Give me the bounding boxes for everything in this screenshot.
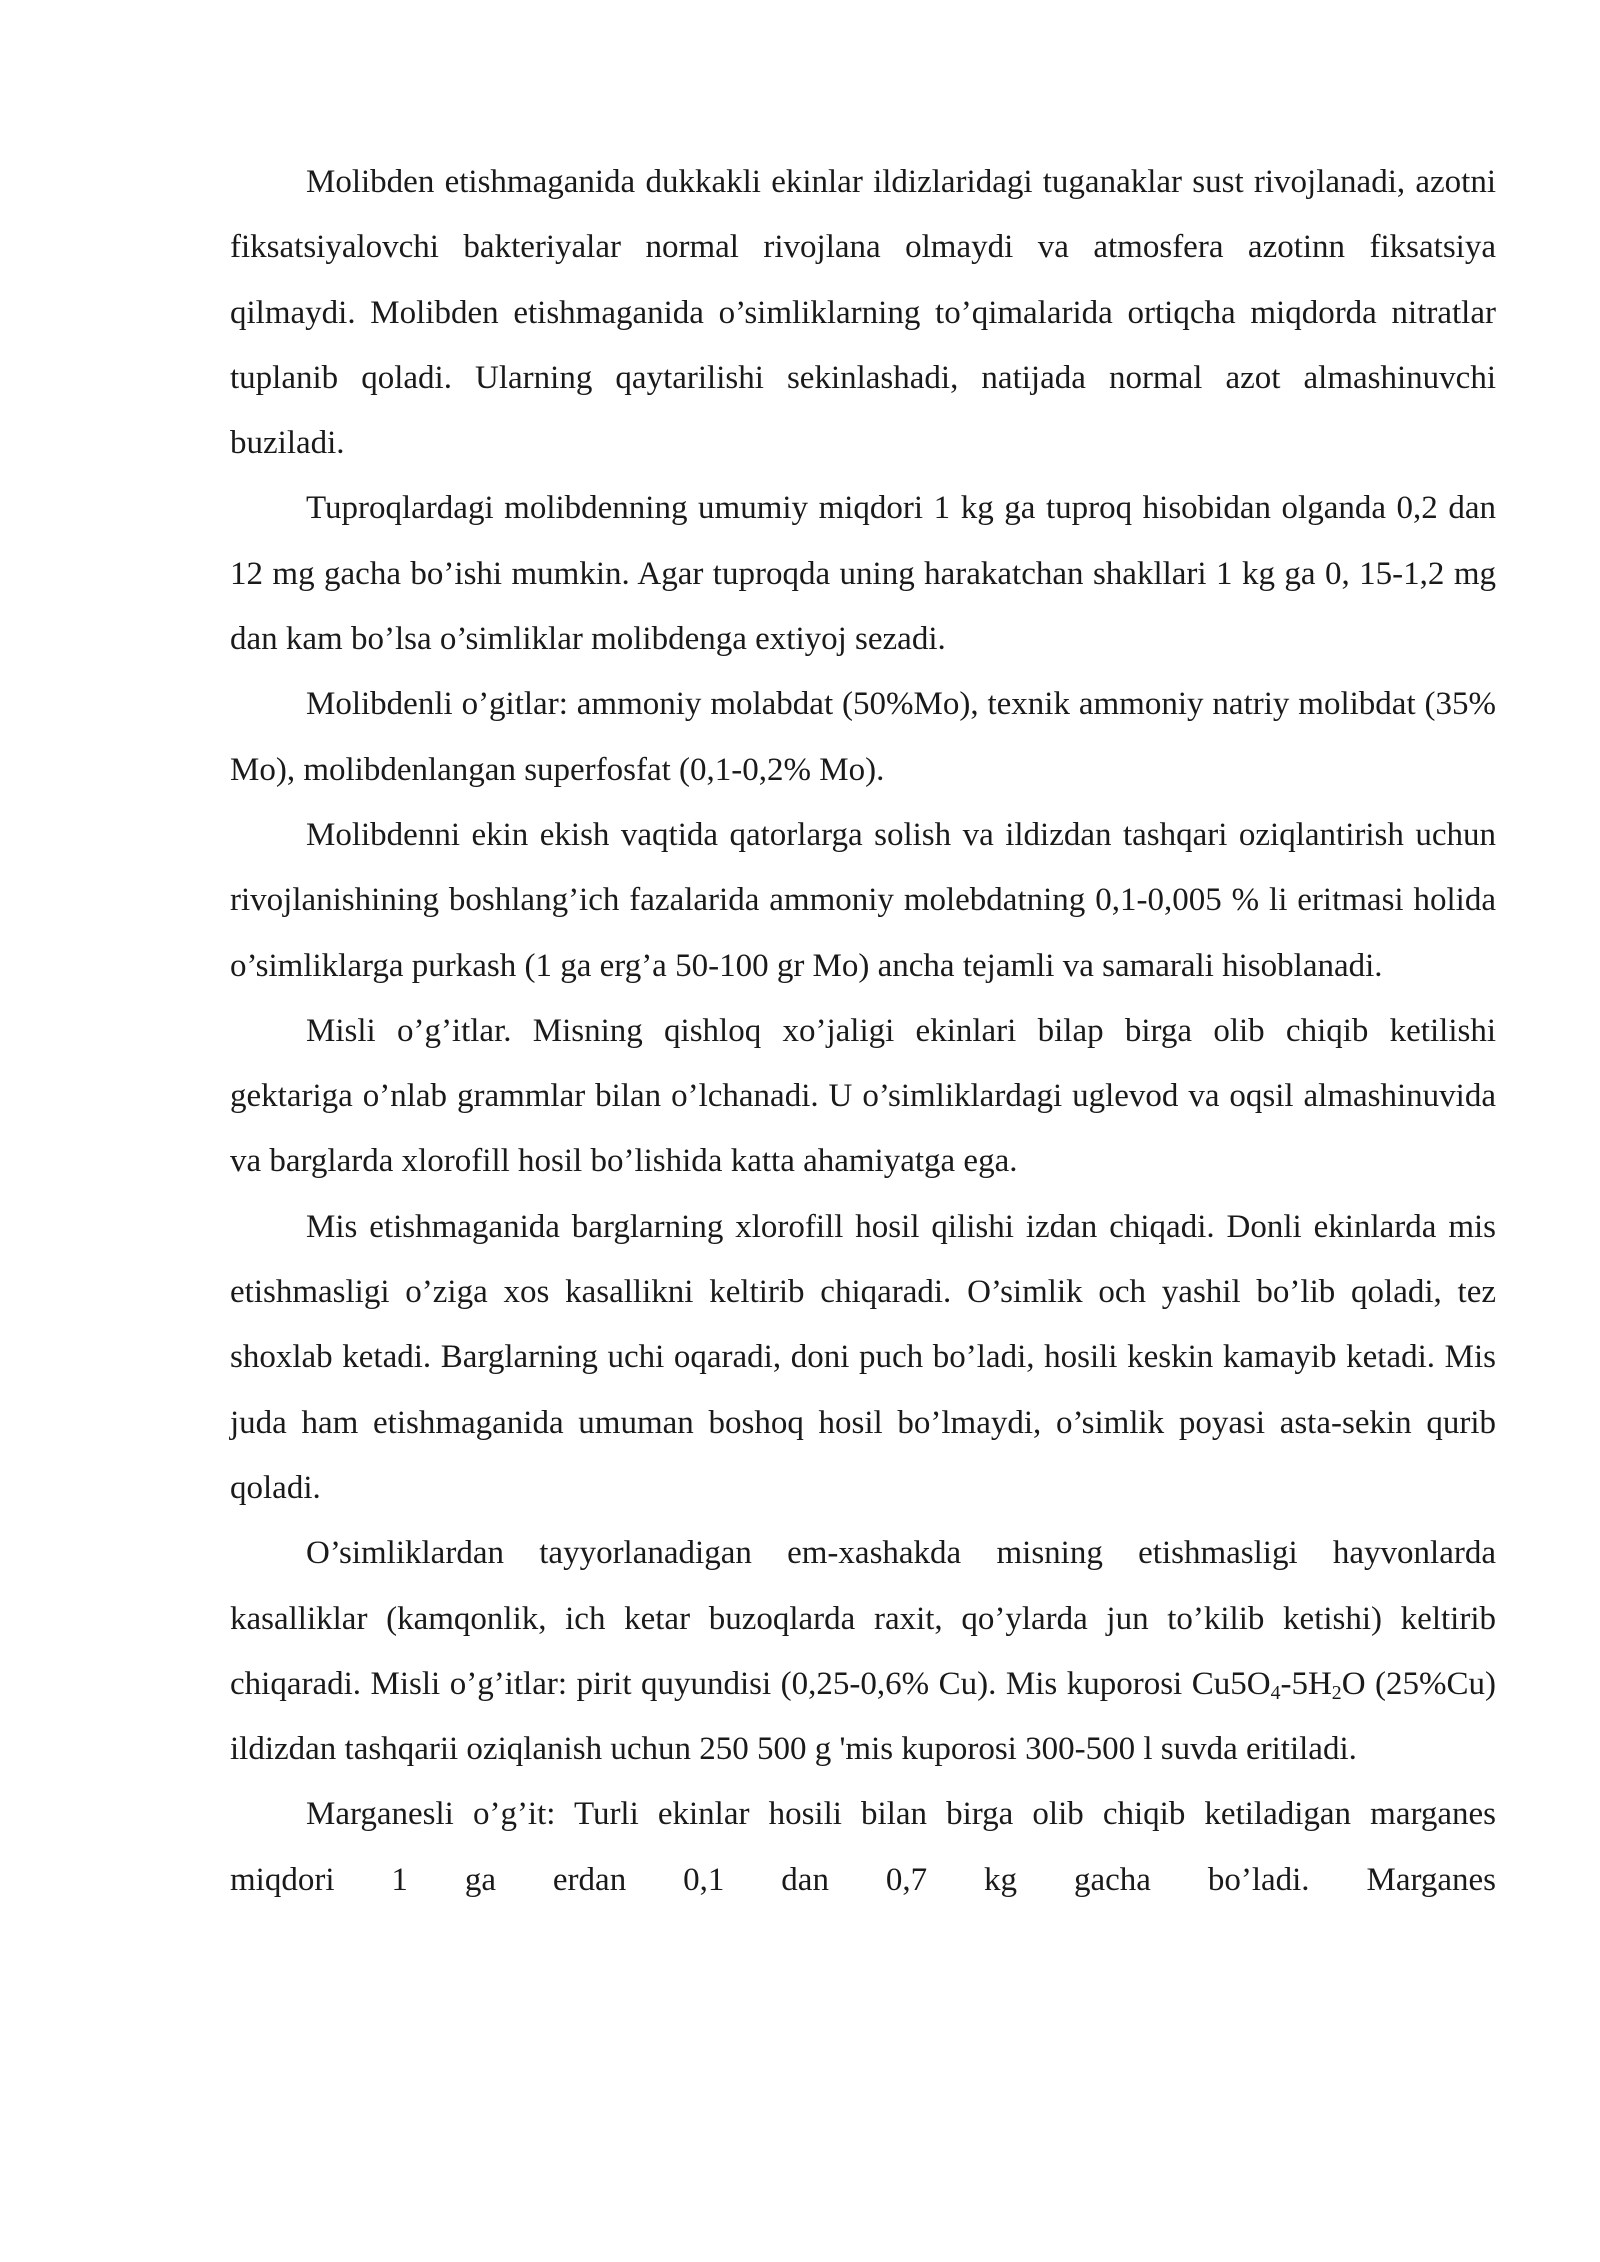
paragraph-manganese-fertilizer: Marganesli o’g’it: Turli ekinlar hosili bilan birga olib chiqib ketiladigan marganes miqdori 1 ga erdan 0,1 dan 0,7 kg gacha bo’ladi. Marganes <box>230 1796 1496 1898</box>
paragraph-molybdenum-deficiency: Molibden etishmaganida dukkakli ekinlar ildizlaridagi tuganaklar sust rivojlanadi, azotni fiksatsiyalovchi bakteriyalar normal rivojlana olmaydi va atmosfera azotinn fiksatsiya qilmaydi. Molibden etishmaganida o’simliklarning to’qimalarida ortiqcha miqdorda nitratlar tuplanib qoladi. Ularning qaytarilishi sekinlashadi, natijada normal azot almashinuvchi buziladi. <box>230 164 1496 462</box>
formula-subscript-4: 4 <box>1270 1681 1281 1704</box>
paragraph-copper-deficiency: Mis etishmaganida barglarning xlorofill hosil qilishi izdan chiqadi. Donli ekinlarda mis etishmasligi o’ziga xos kasallikni keltirib chiqaradi. O’simlik och yashil bo’lib qoladi, tez shoxlab ketadi. Barglarning uchi oqaradi, doni puch bo’ladi, hosili keskin kamayib ketadi. Mis juda ham etishmaganida umuman boshoq hosil bo’lmaydi, o’simlik poyasi asta-sekin qurib qoladi. <box>230 1208 1496 1506</box>
copper-text-after-formula: O (25%Cu) ildizdan tashqarii oziqlanish uchun 250 500 g 'mis kuporosi 300-500 l suvda eritiladi. <box>230 1665 1496 1768</box>
paragraph-molybdenum-fertilizers: Molibdenli o’gitlar: ammoniy molabdat (50%Mo), texnik ammoniy natriy molibdat (35% Mo), molibdenlangan superfosfat (0,1-0,2% Mo). <box>230 686 1496 788</box>
formula-subscript-2: 2 <box>1331 1681 1342 1704</box>
paragraph-copper-livestock <box>230 1521 1496 1782</box>
paragraph-soil-molybdenum: Tuproqlardagi molibdenning umumiy miqdori 1 kg ga tuproq hisobidan olganda 0,2 dan 12 mg gacha bo’ishi mumkin. Agar tuproqda uning harakatchan shakllari 1 kg ga 0, 15-1,2 mg dan kam bo’lsa o’simliklar molibdenga extiyoj sezadi. <box>230 490 1496 658</box>
paragraph-copper-fertilizers: Misli o’g’itlar. Misning qishloq xo’jaligi ekinlari bilap birga olib chiqib ketilishi gektariga o’nlab grammlar bilan o’lchanadi. U o’simliklardagi uglevod va oqsil almashinuvida va barglarda xlorofill hosil bo’lishida katta ahamiyatga ega. <box>230 1012 1496 1180</box>
formula-middle: -5H <box>1280 1665 1332 1702</box>
document-page <box>230 150 1496 1913</box>
paragraph-molybdenum-application: Molibdenni ekin ekish vaqtida qatorlarga solish va ildizdan tashqari oziqlantirish uchun rivojlanishining boshlang’ich fazalarida ammoniy molebdatning 0,1-0,005 % li eritmasi holida o’simliklarga purkash (1 ga erg’a 50-100 gr Mo) ancha tejamli va samarali hisoblanadi. <box>230 816 1496 984</box>
copper-text-before-formula: O’simliklardan tayyorlanadigan em-xashakda misning etishmasligi hayvonlarda kasalliklar (kamqonlik, ich ketar buzoqlarda raxit, qo’ylarda jun to’kilib ketishi) keltirib chiqaradi. Misli o’g’itlar: pirit quyundisi (0,25-0,6% Cu). Mis kuporosi Cu5O <box>230 1535 1496 1702</box>
